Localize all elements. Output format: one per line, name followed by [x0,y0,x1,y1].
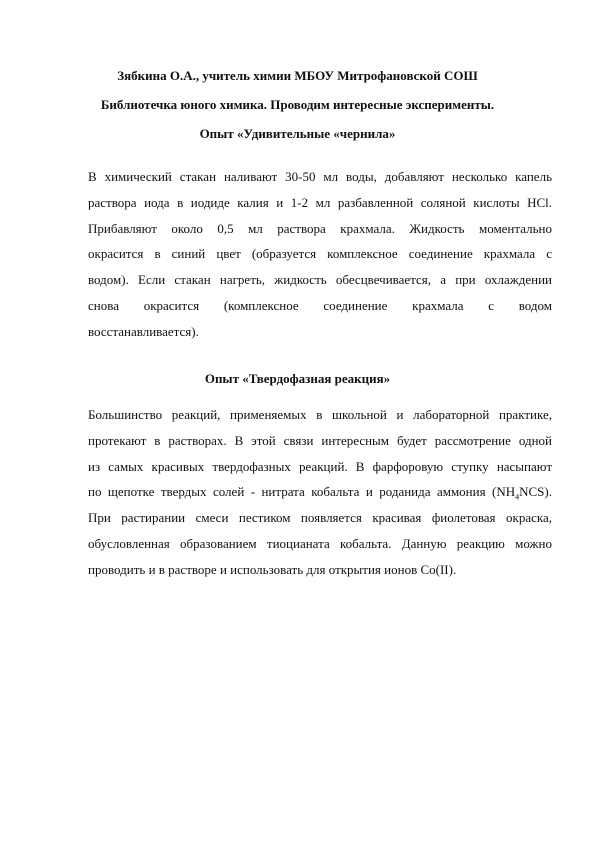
author-line: Зябкина О.А., учитель химии МБОУ Митрофановской СОШ [117,68,478,83]
paragraph-line-formula [88,479,552,505]
experiment2-paragraph [88,402,552,583]
paragraph-line: водом). Если стакан нагреть, жидкость обесцвечивается, а при охлаждении [88,272,552,288]
paragraph-line: снова окрасится (комплексное соединение крахмала с водом [88,297,552,313]
formula-subscript: 4 [515,492,520,502]
paragraph-line: из самых красивых твердофазных реакций. В фарфоровую ступку насыпают [88,458,552,474]
paragraph-line: Прибавляют около 0,5 мл раствора крахмала. Жидкость моментально [88,220,552,236]
paragraph-line: протекают в растворах. В этой связи интересным будет рассмотрение одной [88,432,552,448]
paragraph-line: восстанавливается). [88,323,199,339]
paragraph-line: проводить и в растворе и использовать для открытия ионов Co(II). [88,561,457,577]
formula-text: по щепотке твердых солей - нитрата кобальта и роданида аммония (NH [88,484,516,500]
formula-tail: NCS). [519,484,552,500]
paragraph-line: окрасится в синий цвет (образуется комплексное соединение крахмала с [88,246,552,262]
paragraph-line: Большинство реакций, применяемых в школьной и лабораторной практике, [88,407,552,422]
paragraph-line: обусловленная образованием тиоцианата кобальта. Данную реакцию можно [88,535,552,551]
experiment1-title: Опыт «Удивительные «чернила» [199,126,396,141]
experiment1-paragraph [88,164,552,345]
experiment2-title: Опыт «Твердофазная реакция» [204,371,391,386]
series-line: Библиотечка юного химика. Проводим интересные эксперименты. [100,97,495,112]
paragraph-line: раствора иода в иодиде калия и 1-2 мл разбавленной соляной кислоты HCl. [88,194,552,210]
paragraph-line: При растирании смеси пестиком появляется красивая фиолетовая окраска, [88,510,552,526]
paragraph-line: В химический стакан наливают 30-50 мл воды, добавляют несколько капель [88,169,552,184]
